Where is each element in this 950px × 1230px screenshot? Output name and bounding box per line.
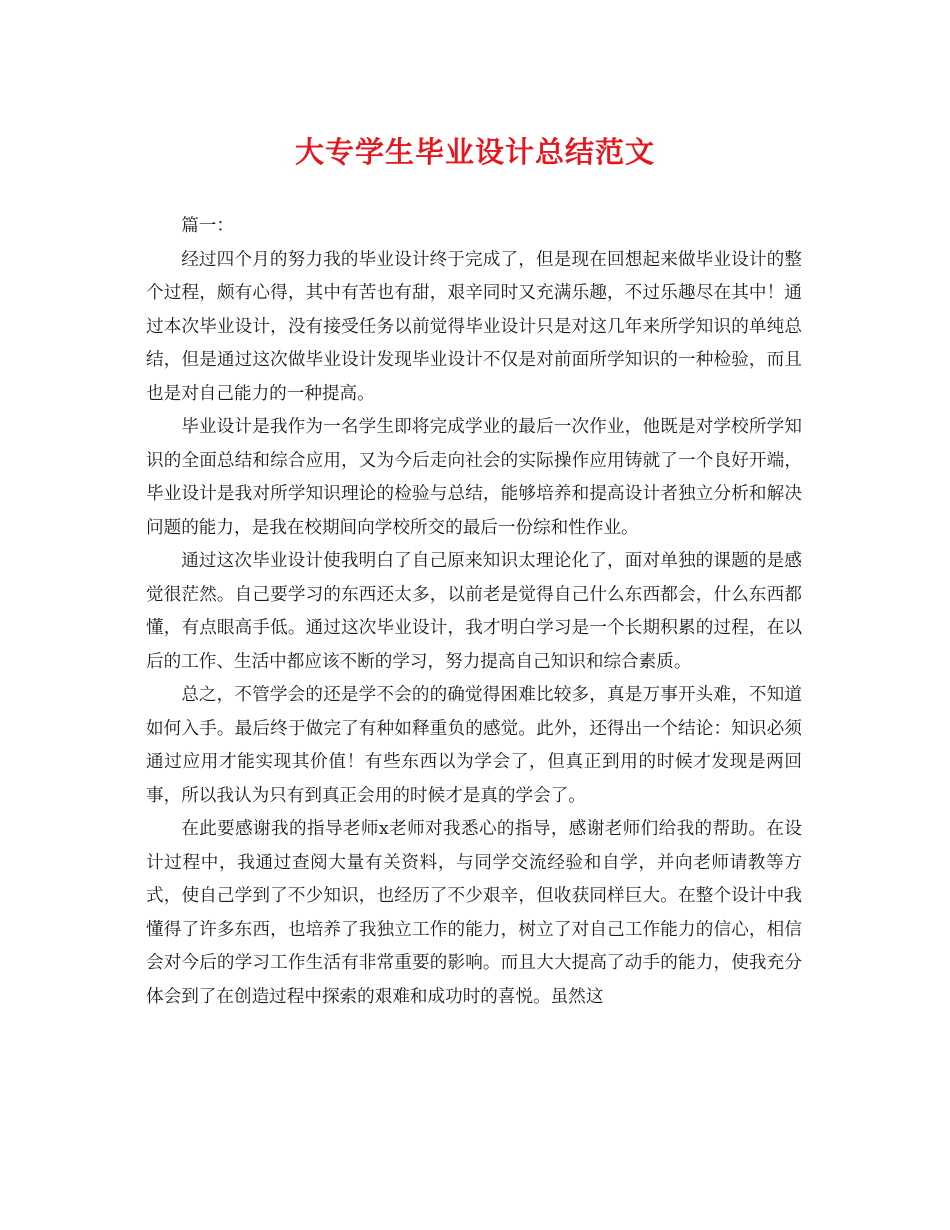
section-heading: 篇一： bbox=[181, 216, 234, 236]
paragraph-1: 经过四个月的努力我的毕业设计终于完成了，但是现在回想起来做毕业设计的整个过程，颇有心得，其中有苦也有甜，艰辛同时又充满乐趣，不过乐趣尽在其中！通过本次毕业设计，没有接受任务以前觉得毕业设计只是对这几年来所学知识的单纯总结，但是通过这次做毕业设计发现毕业设计不仅是对前面所学知识的一种检验，而且也是对自己能力的一种提高。 bbox=[146, 249, 802, 404]
document-body bbox=[146, 210, 802, 1014]
paragraph-2: 毕业设计是我作为一名学生即将完成学业的最后一次作业，他既是对学校所学知识的全面总结和综合应用，又为今后走向社会的实际操作应用铸就了一个良好开端，毕业设计是我对所学知识理论的检验与总结，能够培养和提高设计者独立分析和解决问题的能力，是我在校期间向学校所交的最后一份综和性作业。 bbox=[146, 417, 802, 538]
paragraph-3: 通过这次毕业设计使我明白了自己原来知识太理论化了，面对单独的课题的是感觉很茫然。自己要学习的东西还太多，以前老是觉得自己什么东西都会，什么东西都懂，有点眼高手低。通过这次毕业设计，我才明白学习是一个长期积累的过程，在以后的工作、生活中都应该不断的学习，努力提高自己知识和综合素质。 bbox=[146, 551, 802, 672]
document-title: 大专学生毕业设计总结范文 bbox=[294, 135, 655, 169]
paragraph-5: 在此要感谢我的指导老师x老师对我悉心的指导，感谢老师们给我的帮助。在设计过程中，我通过查阅大量有关资料，与同学交流经验和自学，并向老师请教等方式，使自己学到了不少知识，也经历了不少艰辛，但收获同样巨大。在整个设计中我懂得了许多东西，也培养了我独立工作的能力，树立了对自己工作能力的信心，相信会对今后的学习工作生活有非常重要的影响。而且大大提高了动手的能力，使我充分体会到了在创造过程中探索的艰难和成功时的喜悦。虽然这 bbox=[146, 819, 802, 1007]
paragraph-4: 总之，不管学会的还是学不会的的确觉得困难比较多，真是万事开头难，不知道如何入手。最后终于做完了有种如释重负的感觉。此外，还得出一个结论：知识必须通过应用才能实现其价值！有些东西以为学会了，但真正到用的时候才发现是两回事，所以我认为只有到真正会用的时候才是真的学会了。 bbox=[146, 685, 802, 806]
